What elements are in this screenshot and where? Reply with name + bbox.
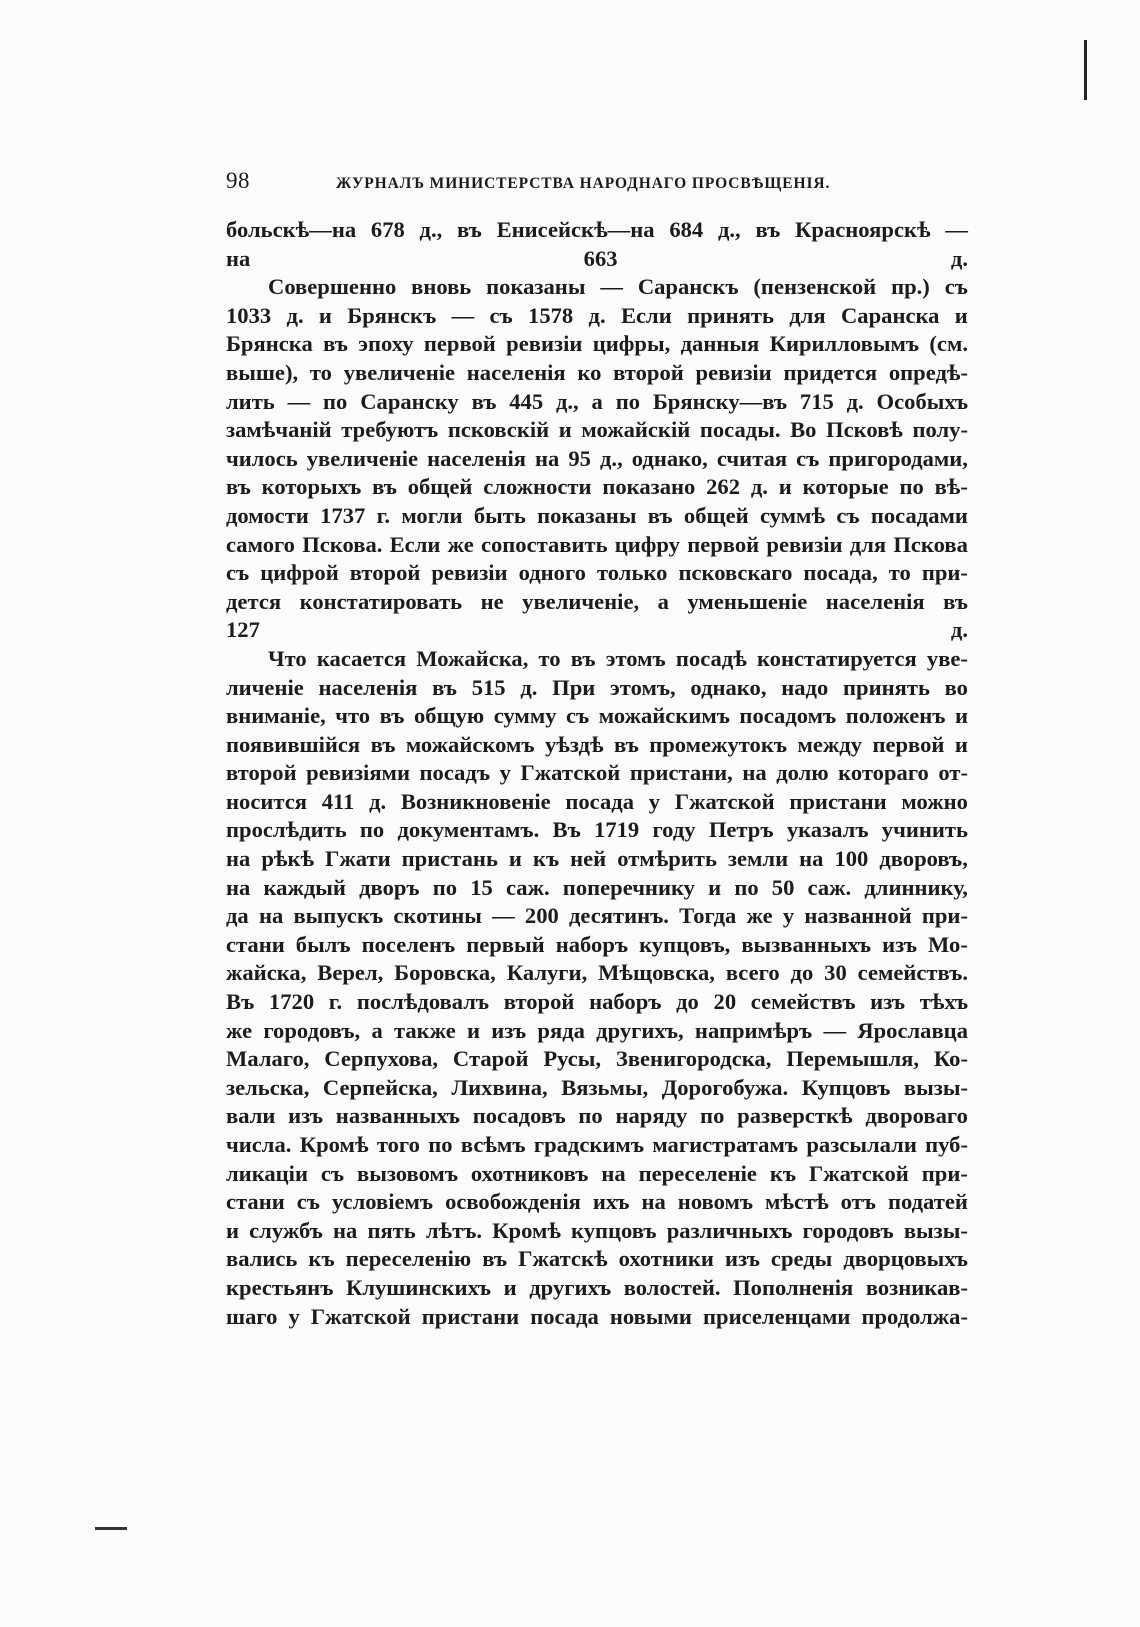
text-line: вали изъ названныхъ посадовъ по наряду по разверсткѣ двороваго (226, 1103, 968, 1129)
text-line: вались къ переселенію въ Гжатскѣ охотники изъ среды дворцовыхъ (226, 1246, 968, 1272)
margin-mark (1084, 40, 1087, 100)
text-line: Въ 1720 г. послѣдовалъ второй наборъ до 20 семействъ изъ тѣхъ (226, 989, 968, 1015)
text-line: больскѣ—на 678 д., въ Енисейскѣ—на 684 д., въ Красноярскѣ — (226, 217, 968, 242)
text-line: крестьянъ Клушинскихъ и другихъ волостей. Пополненія возникав- (226, 1274, 968, 1300)
text-line: же городовъ, а также и изъ ряда другихъ, напримѣръ — Ярославца (226, 1017, 968, 1043)
text-line: да на выпускъ скотины — 200 десятинъ. Тогда же у названной при- (226, 903, 968, 929)
text-line: стани былъ поселенъ первый наборъ купцовъ, вызванныхъ изъ Мо- (226, 931, 968, 957)
body-text (226, 216, 968, 1331)
text-line: на 663 д. (226, 245, 968, 271)
text-line: зельска, Серпейска, Лихвина, Вязьмы, Дорогобужа. Купцовъ вызы- (226, 1074, 968, 1100)
text-line: вниманіе, что въ общую сумму съ можайскимъ посадомъ положенъ и (226, 703, 968, 729)
text-line: носится 411 д. Возникновеніе посада у Гжатской пристани можно (226, 788, 968, 814)
text-line: Малаго, Серпухова, Старой Русы, Звенигородска, Перемышля, Ко- (226, 1046, 968, 1072)
text-line: личеніе населенія въ 515 д. При этомъ, однако, надо принять во (226, 674, 968, 700)
text-line: жайска, Верел, Боровска, Калуги, Мѣщовска, всего до 30 семействъ. (226, 960, 968, 986)
text-line: Брянска въ эпоху первой ревизіи цифры, данныя Кирилловымъ (см. (226, 331, 968, 357)
text-line: Совершенно вновь показаны — Саранскъ (пензенской пр.) съ (268, 274, 968, 300)
text-line: замѣчаній требуютъ псковскій и можайскій посады. Во Псковѣ полу- (226, 417, 968, 443)
text-line: 127 д. (226, 617, 968, 643)
text-line: ликаціи съ вызовомъ охотниковъ на переселеніе къ Гжатской при- (226, 1160, 968, 1186)
journal-title: ЖУРНАЛЪ МИНИСТЕРСТВА НАРОДНАГО ПРОСВѢЩЕНІЯ. (336, 175, 831, 192)
text-line: появившійся въ можайскомъ уѣздѣ въ промежутокъ между первой и (226, 731, 968, 757)
text-line: на рѣкѣ Гжати пристань и къ ней отмѣрить земли на 100 дворовъ, (226, 846, 968, 872)
text-line: числа. Кромѣ того по всѣмъ градскимъ магистратамъ разсылали пуб- (226, 1132, 968, 1157)
text-line: 1033 д. и Брянскъ — съ 1578 д. Если принять для Саранска и (226, 302, 968, 328)
text-line: съ цифрой второй ревизіи одного только псковскаго посада, то при- (226, 560, 968, 586)
text-line: Что касается Можайска, то въ этомъ посадѣ констатируется уве- (268, 645, 968, 671)
page-body (226, 168, 968, 1331)
text-line: шаго у Гжатской пристани посада новыми приселенцами продолжа- (226, 1303, 968, 1329)
text-line: чилось увеличеніе населенія на 95 д., однако, считая съ пригородами, (226, 445, 968, 471)
running-head (226, 168, 968, 194)
text-line: второй ревизіями посадъ у Гжатской пристани, на долю котораго от- (226, 760, 968, 786)
margin-dash (95, 1527, 127, 1530)
text-line: дется констатировать не увеличеніе, а уменьшеніе населенія въ (226, 588, 968, 614)
text-line: лить — по Саранску въ 445 д., а по Брянску—въ 715 д. Особыхъ (226, 388, 968, 414)
text-line: на каждый дворъ по 15 саж. поперечнику и по 50 саж. длиннику, (226, 874, 968, 900)
text-line: въ которыхъ въ общей сложности показано 262 д. и которые по вѣ- (226, 474, 968, 500)
text-line: самого Пскова. Если же сопоставить цифру первой ревизіи для Пскова (226, 531, 968, 557)
text-line: выше), то увеличеніе населенія ко второй ревизіи придется опредѣ- (226, 359, 968, 385)
text-line: и службъ на пять лѣтъ. Кромѣ купцовъ различныхъ городовъ вызы- (226, 1217, 968, 1243)
page-number: 98 (226, 168, 250, 193)
text-line: стани съ условіемъ освобожденія ихъ на новомъ мѣстѣ отъ податей (226, 1189, 968, 1215)
text-line: домости 1737 г. могли быть показаны въ общей суммѣ съ посадами (226, 502, 968, 528)
text-line: прослѣдить по документамъ. Въ 1719 году Петръ указалъ учинить (226, 817, 968, 843)
